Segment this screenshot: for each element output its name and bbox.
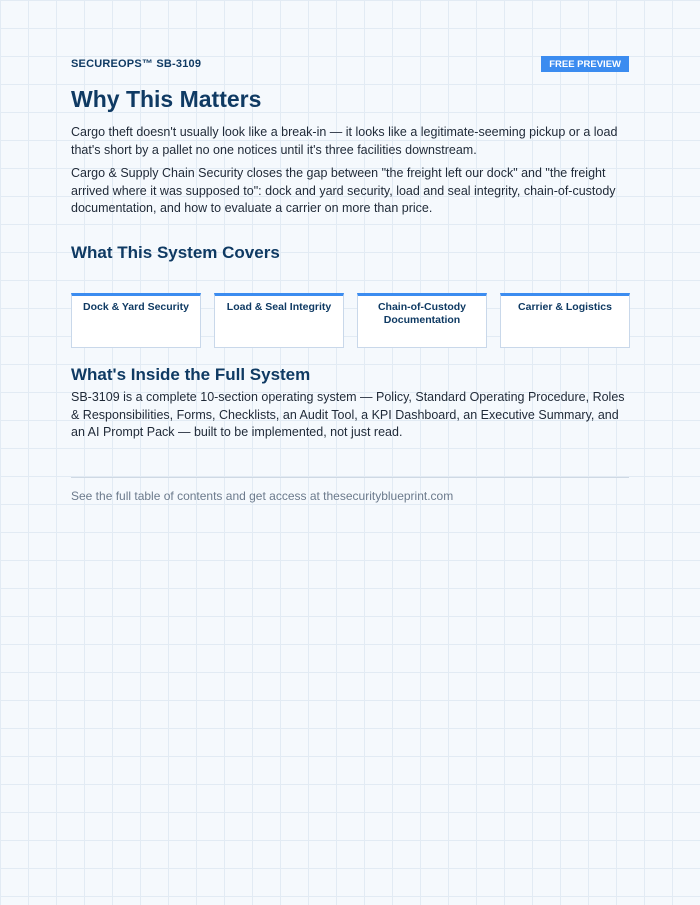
free-preview-badge: FREE PREVIEW	[541, 56, 629, 72]
inside-paragraph: SB-3109 is a complete 10-section operating system — Policy, Standard Operating Procedure, Roles & Responsibilities, Forms, Checklists, an Audit Tool, a KPI Dashboard, an Executive Summary, and an AI Prompt Pack — built to be implemented, not just read.	[71, 390, 625, 439]
footer-note: See the full table of contents and get access at thesecurityblueprint.com	[71, 489, 454, 503]
intro-paragraph-1: Cargo theft doesn't usually look like a break-in — it looks like a legitimate-seeming pickup or a load that's short by a pallet no one notices until it's three facilities downstream.	[71, 125, 618, 157]
coverage-card-carrier-logistics	[500, 293, 630, 348]
inside-heading: What's Inside the Full System	[71, 365, 311, 384]
document-code: SECUREOPS™ SB-3109	[71, 58, 202, 70]
coverage-card-label: Dock & Yard Security	[82, 301, 190, 313]
divider	[71, 477, 629, 478]
header-bar	[71, 58, 629, 74]
coverage-card-label: Carrier & Logistics	[518, 301, 612, 313]
coverage-card-label: Chain-of-Custody Documentation	[377, 301, 467, 326]
intro-paragraph-2: Cargo & Supply Chain Security closes the gap between "the freight left our dock" and "the freight arrived where it was supposed to": dock and yard security, load and seal integrity, chain-of-custody documentation, and how to evaluate a carrier on more than price.	[71, 166, 616, 215]
coverage-card-chain-of-custody	[357, 293, 487, 348]
coverage-card-dock-yard	[71, 293, 201, 348]
page-title: Why This Matters	[71, 86, 262, 112]
coverage-cards	[71, 293, 629, 347]
coverage-card-label: Load & Seal Integrity	[226, 301, 332, 313]
covers-heading: What This System Covers	[71, 243, 280, 262]
coverage-card-load-seal	[214, 293, 344, 348]
